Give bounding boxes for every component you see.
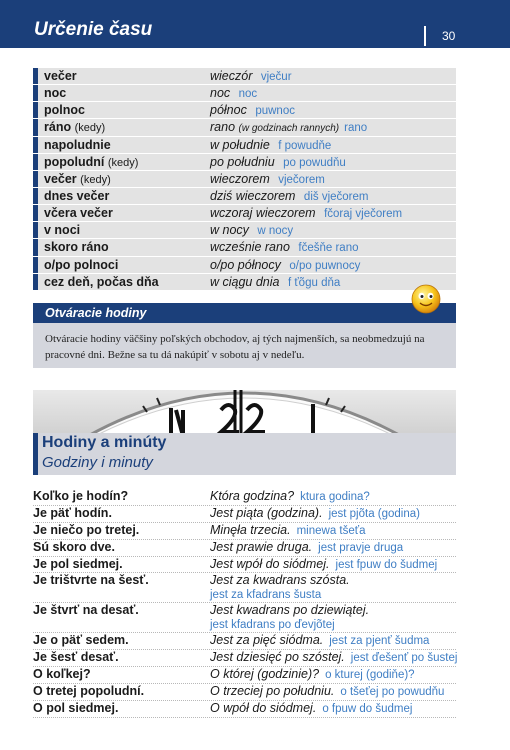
slovak-word: ráno xyxy=(44,120,72,135)
slovak-term xyxy=(44,85,66,102)
polish-text: O której (godzinie)? xyxy=(210,667,320,681)
polish-text: Jest wpół do siódmej. xyxy=(210,557,330,571)
polish-phrase xyxy=(210,523,365,537)
vocab-row xyxy=(33,274,456,291)
pronunciation: jest fpuw do šudmej xyxy=(335,559,438,571)
polish-word: wcześnie rano xyxy=(210,240,290,255)
polish-text: Jest dziesięć po szóstej. xyxy=(210,650,345,664)
slovak-term xyxy=(44,205,113,222)
section-accent-bar xyxy=(33,433,38,475)
polish-text: Minęła trzecia. xyxy=(210,523,291,537)
phrase-row xyxy=(33,522,456,540)
slovak-phrase: Sú skoro dve. xyxy=(33,540,115,554)
phrase-row xyxy=(33,488,456,506)
polish-text: Która godzina? xyxy=(210,489,295,503)
row-accent-bar xyxy=(33,68,38,84)
polish-phrase xyxy=(210,506,420,520)
pronunciation: jest kfadrans po ďevjõtej xyxy=(210,619,335,631)
slovak-word: napoludnie xyxy=(44,137,111,152)
slovak-word: večer xyxy=(44,171,77,186)
phrase-row xyxy=(33,666,456,684)
pronunciation: jest ďešenť po šustej xyxy=(350,652,458,664)
slovak-note: (kedy) xyxy=(74,122,106,135)
pronunciation: noc xyxy=(238,88,258,101)
pronunciation: ktura godina? xyxy=(300,491,370,503)
pronunciation: jest za pjenť šudma xyxy=(329,635,430,647)
slovak-phrase: Je šesť desať. xyxy=(33,650,119,664)
polish-phrase xyxy=(210,603,369,617)
pronunciation: fčešňe rano xyxy=(298,242,359,255)
row-accent-bar xyxy=(33,274,38,290)
row-accent-bar xyxy=(33,119,38,135)
polish-word: dziś wieczorem xyxy=(210,188,296,203)
polish-phrase xyxy=(210,573,350,587)
polish-word: po południu xyxy=(210,154,275,169)
slovak-term xyxy=(44,68,77,85)
slovak-phrase: Je štvrť na desať. xyxy=(33,603,139,617)
polish-text: Jest piąta (godzina). xyxy=(210,506,323,520)
page-title: Určenie času xyxy=(34,19,153,40)
polish-word: wieczorem xyxy=(210,171,270,186)
phrase-row xyxy=(33,700,456,718)
smiley-icon xyxy=(411,284,441,314)
pronunciation: o tšeťej po powudňu xyxy=(340,686,445,698)
pronunciation: minewa tšeťa xyxy=(296,525,366,537)
row-accent-bar xyxy=(33,188,38,204)
polish-text: O trzeciej po południu. xyxy=(210,684,335,698)
phrase-row xyxy=(33,632,456,650)
pronunciation: o fpuw do šudmej xyxy=(322,703,413,715)
info-box xyxy=(33,303,456,368)
slovak-term xyxy=(44,188,109,205)
slovak-word: o/po polnoci xyxy=(44,257,119,272)
pronunciation: f ťõgu dňa xyxy=(287,276,341,289)
polish-phrase xyxy=(210,650,457,664)
polish-text: Jest za pięć siódma. xyxy=(210,633,324,647)
polish-term xyxy=(210,274,340,292)
clock-face-icon xyxy=(33,390,456,436)
info-box-title: Otváracie hodiny xyxy=(45,306,147,320)
slovak-phrase: Je niečo po tretej. xyxy=(33,523,140,537)
vocab-row xyxy=(33,102,456,119)
pronunciation: jest za kfadrans šusta xyxy=(210,589,322,601)
pronunciation: vječur xyxy=(260,71,292,83)
polish-word: w nocy xyxy=(210,223,249,238)
polish-term xyxy=(210,239,359,257)
info-box-text: Otváracie hodiny väčšiny poľských obchodov, aj tých najmenších, sa neobmedzujú na pracovné dni. Bežne sa tu dá nakúpiť v sobotu aj v nedeľu. xyxy=(45,333,425,361)
row-accent-bar xyxy=(33,205,38,221)
vocab-row xyxy=(33,239,456,256)
polish-text: Jest prawie druga. xyxy=(210,540,313,554)
polish-word: w ciągu dnia xyxy=(210,274,280,289)
polish-text: Jest za kwadrans szósta. xyxy=(210,573,350,587)
slovak-word: polnoc xyxy=(44,103,85,118)
slovak-note: (kedy) xyxy=(107,156,139,169)
section-banner xyxy=(33,433,456,475)
polish-term xyxy=(210,171,325,189)
polish-text: Jest kwadrans po dziewiątej. xyxy=(210,603,370,617)
vocabulary-table xyxy=(33,68,456,291)
polish-word: o/po północy xyxy=(210,257,281,272)
polish-phrase xyxy=(210,557,437,571)
row-accent-bar xyxy=(33,222,38,238)
slovak-word: skoro ráno xyxy=(44,240,109,255)
slovak-phrase: Je o päť sedem. xyxy=(33,633,129,647)
polish-term xyxy=(210,222,293,240)
vocab-row xyxy=(33,222,456,239)
polish-phrase xyxy=(210,489,370,503)
pronunciation: w nocy xyxy=(257,225,294,238)
slovak-term xyxy=(44,222,80,239)
slovak-word: cez deň, počas dňa xyxy=(44,274,159,289)
phrase-row xyxy=(33,572,456,603)
polish-term xyxy=(210,102,295,120)
polish-term xyxy=(210,119,367,137)
polish-word: wieczór xyxy=(210,69,253,83)
vocab-row xyxy=(33,85,456,102)
header-divider xyxy=(424,26,426,46)
phrase-row xyxy=(33,556,456,573)
polish-phrase xyxy=(210,684,444,698)
section-title: Hodiny a minúty xyxy=(42,434,167,451)
pronunciation: puwnoc xyxy=(255,105,295,118)
slovak-term xyxy=(44,171,111,188)
slovak-note: (kedy) xyxy=(80,173,111,186)
pronunciation: o kturej (godiňe)? xyxy=(325,669,415,681)
vocab-row xyxy=(33,137,456,154)
polish-term xyxy=(210,85,257,103)
polish-phrase xyxy=(210,633,429,647)
vocab-row xyxy=(33,171,456,188)
slovak-term xyxy=(44,257,118,274)
polish-word: w południe xyxy=(210,137,270,152)
row-accent-bar xyxy=(33,85,38,101)
phrase-row xyxy=(33,505,456,523)
polish-term xyxy=(210,137,331,155)
pronunciation: diš vječorem xyxy=(303,190,369,203)
vocab-row xyxy=(33,154,456,171)
phrase-row xyxy=(33,649,456,667)
polish-word: północ xyxy=(210,103,247,118)
pronunciation: jest pravje druga xyxy=(318,542,404,554)
polish-phrase xyxy=(210,667,415,681)
slovak-phrase: Je trištvrte na šesť. xyxy=(33,573,149,587)
slovak-phrase: O koľkej? xyxy=(33,667,91,681)
slovak-phrase: Koľko je hodín? xyxy=(33,489,129,503)
pronunciation: rano xyxy=(344,122,368,135)
vocab-row xyxy=(33,257,456,274)
slovak-phrase: Je päť hodín. xyxy=(33,506,112,520)
page-number: 30 xyxy=(442,29,456,43)
slovak-word: popoludní xyxy=(44,154,105,169)
polish-word: noc xyxy=(210,86,231,101)
pronunciation: fčoraj vječorem xyxy=(324,208,403,221)
polish-phrase xyxy=(210,701,412,715)
row-accent-bar xyxy=(33,257,38,273)
polish-term xyxy=(210,68,292,86)
slovak-word: noc xyxy=(44,86,67,101)
polish-term xyxy=(210,188,368,206)
slovak-phrase: O tretej popoludní. xyxy=(33,684,145,698)
pronunciation: jest pjõta (godina) xyxy=(328,508,420,520)
slovak-phrase: Je pol siedmej. xyxy=(33,557,123,571)
slovak-word: večer xyxy=(44,69,77,83)
polish-term xyxy=(210,205,402,223)
vocab-row xyxy=(33,205,456,222)
slovak-term xyxy=(44,119,105,136)
polish-text: O wpół do siódmej. xyxy=(210,701,317,715)
polish-word: wczoraj wieczorem xyxy=(210,206,316,221)
polish-phrase xyxy=(210,540,403,554)
phrase-row xyxy=(33,539,456,557)
page-header xyxy=(0,0,510,48)
row-accent-bar xyxy=(33,154,38,170)
polish-term xyxy=(210,154,346,172)
slovak-word: včera večer xyxy=(44,206,113,221)
section-subtitle: Godziny i minuty xyxy=(42,454,153,471)
slovak-term xyxy=(44,239,109,256)
row-accent-bar xyxy=(33,239,38,255)
row-accent-bar xyxy=(33,102,38,118)
polish-word: rano xyxy=(210,120,236,135)
phrase-row xyxy=(33,602,456,633)
polish-term xyxy=(210,257,360,275)
slovak-word: dnes večer xyxy=(44,188,110,203)
pronunciation: o/po puwnocy xyxy=(289,259,361,272)
vocab-row xyxy=(33,188,456,205)
vocab-row xyxy=(33,68,456,85)
pronunciation: vječorem xyxy=(278,173,325,186)
row-accent-bar xyxy=(33,137,38,153)
row-accent-bar xyxy=(33,171,38,187)
polish-note: (w godzinach rannych) xyxy=(238,123,340,135)
slovak-term xyxy=(44,102,85,119)
slovak-term xyxy=(44,154,138,171)
slovak-term xyxy=(44,274,159,291)
vocab-row xyxy=(33,119,456,136)
slovak-word: v noci xyxy=(44,223,81,238)
phrase-row xyxy=(33,683,456,701)
slovak-phrase: O pol siedmej. xyxy=(33,701,119,715)
pronunciation: f powudňe xyxy=(278,139,332,152)
pronunciation: po powudňu xyxy=(283,156,346,169)
slovak-term xyxy=(44,137,111,154)
